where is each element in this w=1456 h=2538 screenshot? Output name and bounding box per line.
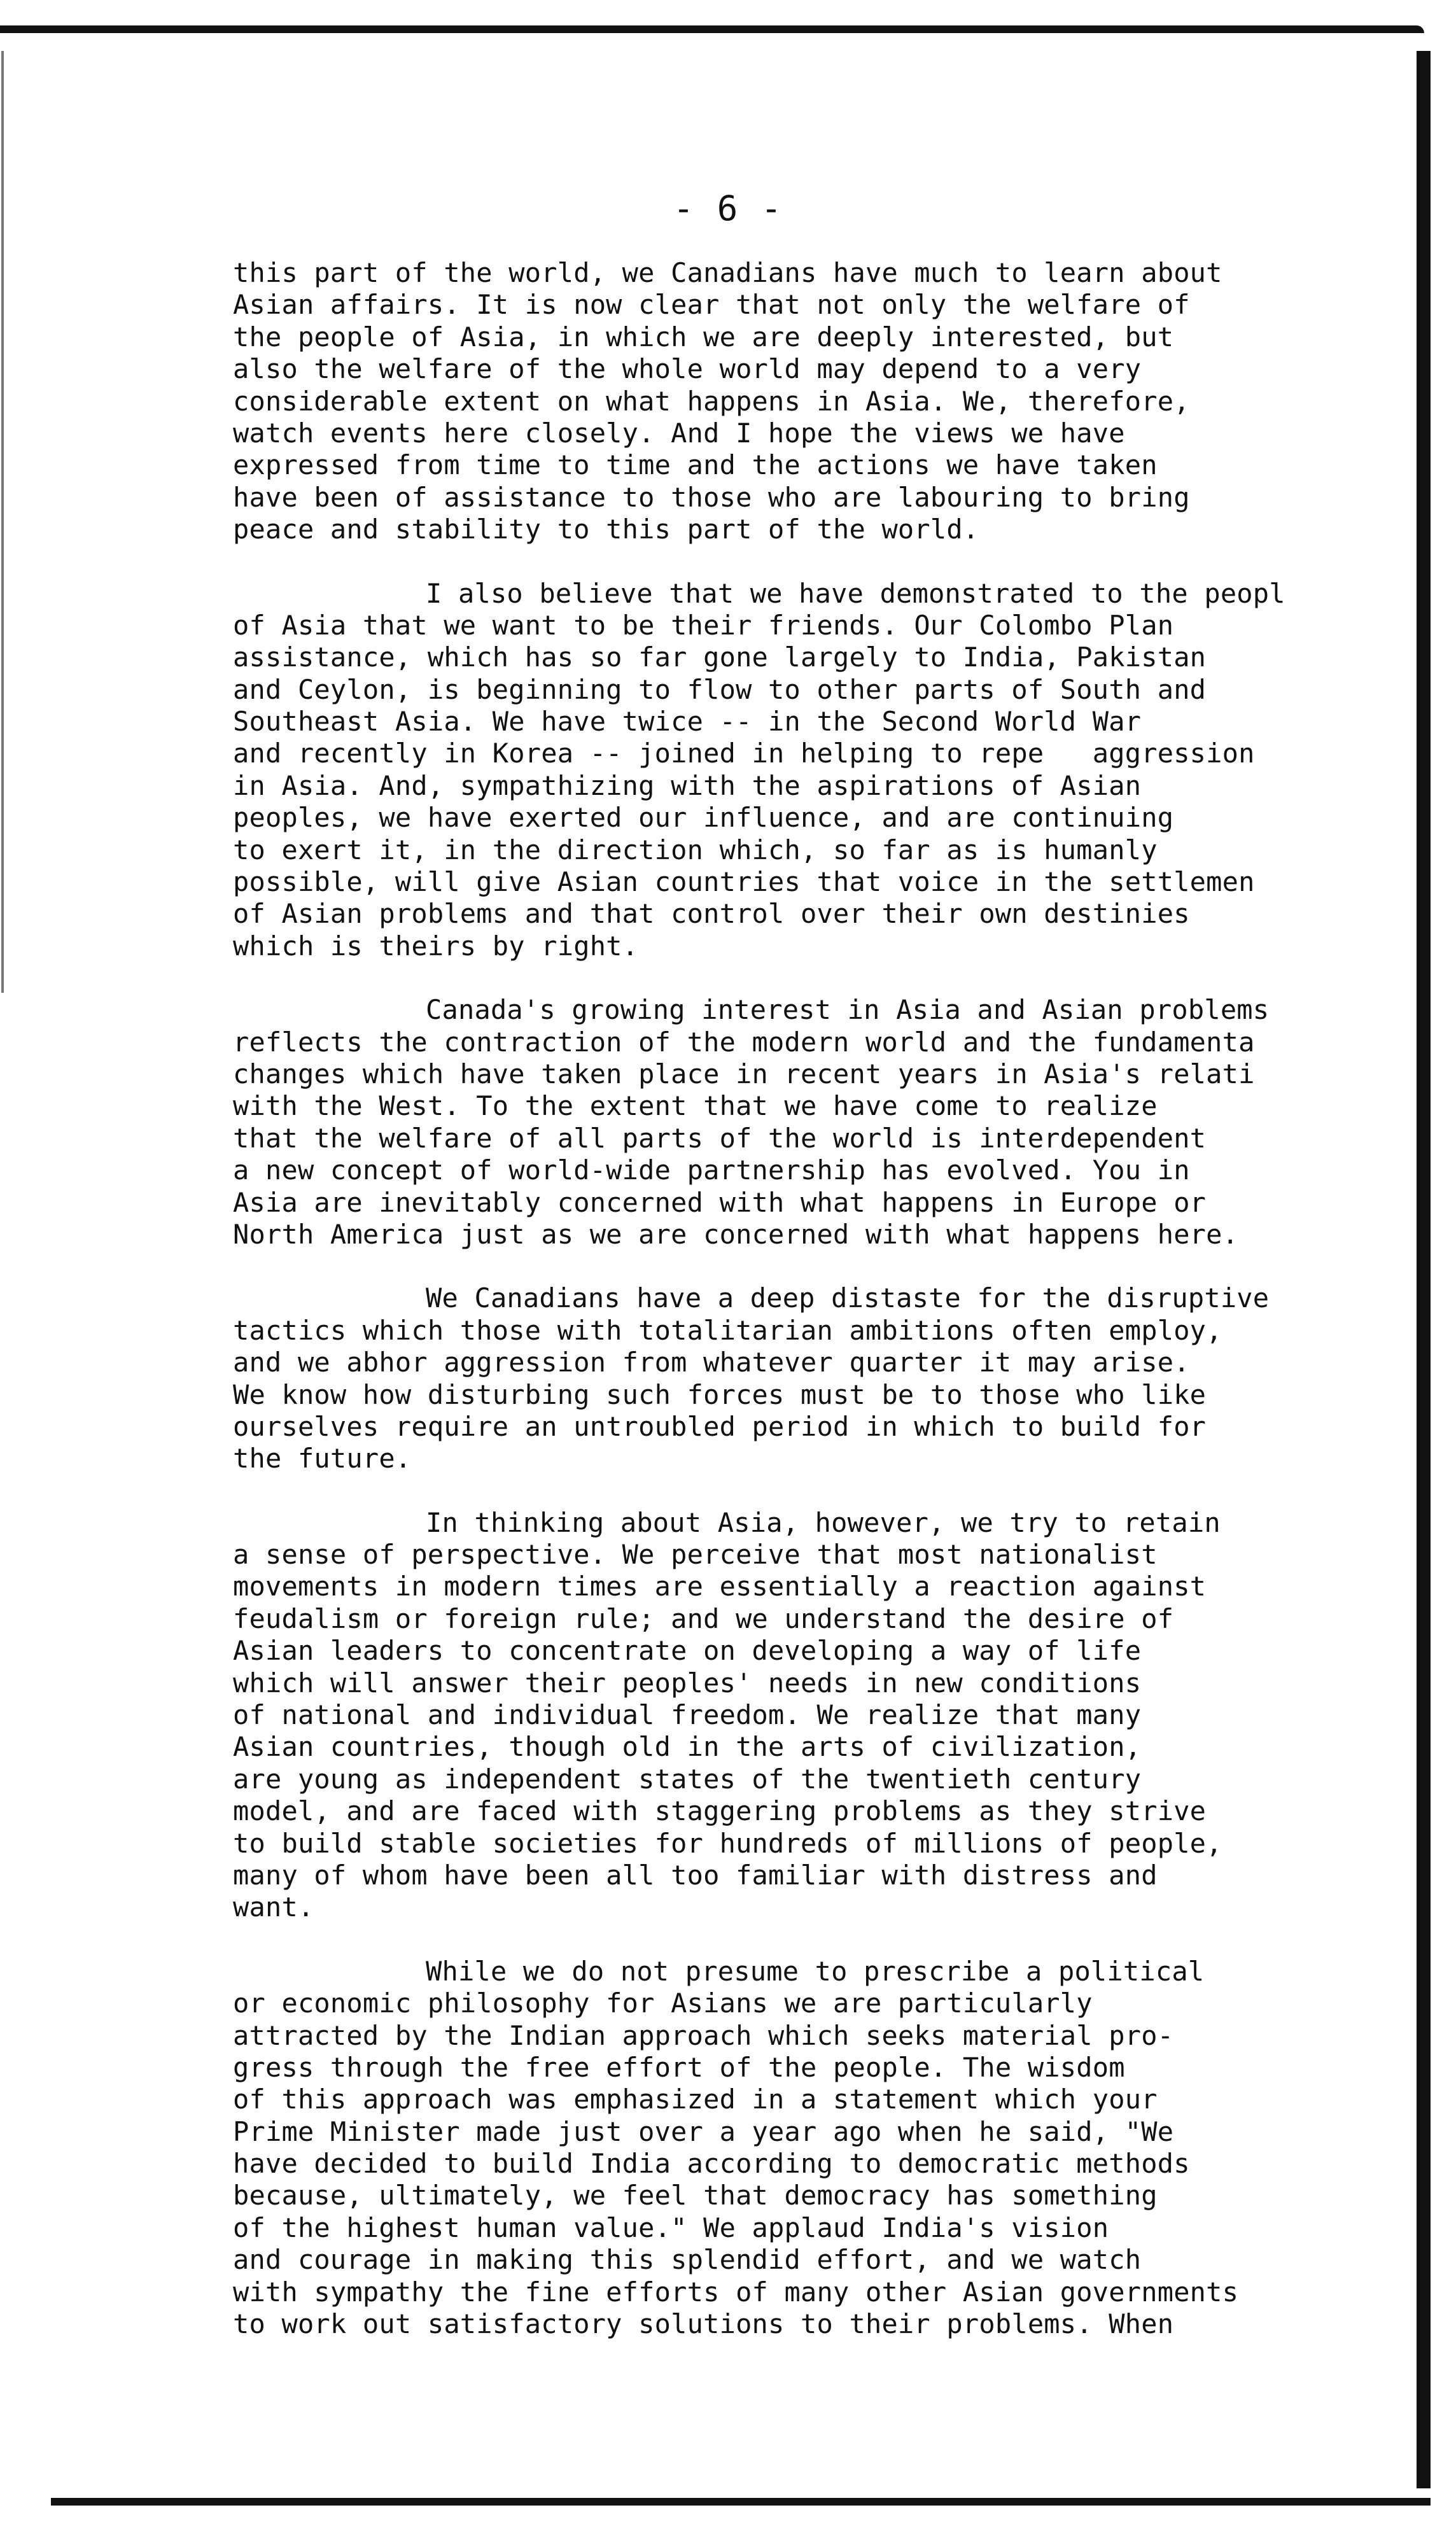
text-line: model, and are faced with staggering problems as they strive bbox=[233, 1795, 1207, 1827]
text-line: Canada's growing interest in Asia and Asian problems bbox=[426, 994, 1270, 1026]
text-line: feudalism or foreign rule; and we understand the desire of bbox=[233, 1602, 1174, 1634]
paragraph-3 bbox=[233, 994, 1417, 1251]
text-line: are young as independent states of the twentieth century bbox=[233, 1763, 1142, 1795]
text-line: of Asian problems and that control over their own destinies bbox=[233, 898, 1190, 930]
text-line: and Ceylon, is beginning to flow to other parts of South and bbox=[233, 673, 1207, 705]
text-line: Prime Minister made just over a year ago when he said, "We bbox=[233, 2115, 1174, 2147]
text-line: attracted by the Indian approach which seeks material pro- bbox=[233, 2019, 1174, 2051]
text-line: have decided to build India according to democratic methods bbox=[233, 2148, 1190, 2180]
text-line: Asian affairs. It is now clear that not only the welfare of bbox=[233, 289, 1190, 321]
text-line: Southeast Asia. We have twice -- in the Second World War bbox=[233, 706, 1142, 738]
text-line: Asia are inevitably concerned with what happens in Europe or bbox=[233, 1186, 1207, 1218]
page-number: - 6 - bbox=[673, 188, 783, 228]
text-line: Asian countries, though old in the arts of civilization, bbox=[233, 1731, 1142, 1763]
page-border-right bbox=[1417, 51, 1431, 2488]
text-line: the future. bbox=[233, 1443, 412, 1475]
text-line: reflects the contraction of the modern world and the fundamenta bbox=[233, 1026, 1255, 1058]
text-line: to work out satisfactory solutions to their problems. When bbox=[233, 2308, 1174, 2340]
text-line: ourselves require an untroubled period in which to build for bbox=[233, 1410, 1207, 1442]
text-line: gress through the free effort of the people. The wisdom bbox=[233, 2051, 1125, 2083]
text-line: While we do not presume to prescribe a political bbox=[426, 1955, 1205, 1987]
text-line: the people of Asia, in which we are deeply interested, but bbox=[233, 321, 1174, 353]
text-line: of national and individual freedom. We realize that many bbox=[233, 1699, 1142, 1731]
text-line: and courage in making this splendid effort, and we watch bbox=[233, 2244, 1142, 2276]
paragraph-6 bbox=[233, 1956, 1417, 2341]
text-line: I also believe that we have demonstrated to the peopl bbox=[426, 577, 1285, 609]
text-line: a new concept of world-wide partnership has evolved. You in bbox=[233, 1154, 1190, 1186]
text-line: also the welfare of the whole world may depend to a very bbox=[233, 353, 1142, 385]
text-line: peace and stability to this part of the world. bbox=[233, 514, 979, 545]
text-line: many of whom have been all too familiar with distress and bbox=[233, 1859, 1158, 1891]
text-line: because, ultimately, we feel that democracy has something bbox=[233, 2180, 1158, 2212]
text-line: In thinking about Asia, however, we try to retain bbox=[426, 1506, 1221, 1538]
paragraph-4 bbox=[233, 1282, 1417, 1475]
text-line: which is theirs by right. bbox=[233, 930, 639, 962]
text-line: this part of the world, we Canadians have much to learn about bbox=[233, 257, 1222, 288]
text-line: a sense of perspective. We perceive that most nationalist bbox=[233, 1539, 1158, 1571]
paragraph-5 bbox=[233, 1507, 1417, 1924]
text-line: We know how disturbing such forces must be to those who like bbox=[233, 1378, 1207, 1410]
text-line: with the West. To the extent that we have come to realize bbox=[233, 1090, 1158, 1122]
text-line: want. bbox=[233, 1891, 314, 1923]
page-border-top bbox=[0, 25, 1424, 33]
text-line: possible, will give Asian countries that voice in the settlemen bbox=[233, 866, 1255, 898]
text-line: that the welfare of all parts of the world is interdependent bbox=[233, 1122, 1207, 1154]
text-line: which will answer their peoples' needs in new conditions bbox=[233, 1667, 1142, 1699]
text-line: and we abhor aggression from whatever quarter it may arise. bbox=[233, 1347, 1190, 1378]
text-line: We Canadians have a deep distaste for the disruptive bbox=[426, 1282, 1270, 1314]
paragraph-1 bbox=[233, 257, 1417, 546]
text-line: assistance, which has so far gone largely to India, Pakistan bbox=[233, 642, 1207, 673]
text-line: Asian leaders to concentrate on developing a way of life bbox=[233, 1635, 1142, 1667]
text-line: or economic philosophy for Asians we are particularly bbox=[233, 1988, 1093, 2019]
text-line: of Asia that we want to be their friends. Our Colombo Plan bbox=[233, 609, 1174, 641]
text-line: of this approach was emphasized in a statement which your bbox=[233, 2084, 1158, 2115]
text-line: to build stable societies for hundreds of millions of people, bbox=[233, 1827, 1222, 1859]
text-line: have been of assistance to those who are labouring to bring bbox=[233, 481, 1190, 513]
text-line: North America just as we are concerned with what happens here. bbox=[233, 1218, 1239, 1250]
text-line: tactics which those with totalitarian ambitions often employ, bbox=[233, 1314, 1222, 1346]
text-line: movements in modern times are essentially a reaction against bbox=[233, 1571, 1207, 1602]
text-line: changes which have taken place in recent years in Asia's relati bbox=[233, 1058, 1255, 1090]
text-line: considerable extent on what happens in Asia. We, therefore, bbox=[233, 385, 1190, 417]
page-border-bottom bbox=[51, 2498, 1431, 2506]
text-line: with sympathy the fine efforts of many other Asian governments bbox=[233, 2276, 1239, 2308]
text-line: expressed from time to time and the actions we have taken bbox=[233, 449, 1158, 481]
document-body bbox=[233, 257, 1417, 2340]
text-line: in Asia. And, sympathizing with the aspirations of Asian bbox=[233, 769, 1142, 801]
text-line: watch events here closely. And I hope the views we have bbox=[233, 417, 1125, 449]
text-line: to exert it, in the direction which, so far as is humanly bbox=[233, 834, 1158, 866]
paragraph-2 bbox=[233, 578, 1417, 963]
text-line: peoples, we have exerted our influence, and are continuing bbox=[233, 802, 1174, 834]
text-line: of the highest human value." We applaud India's vision bbox=[233, 2212, 1109, 2243]
text-line: and recently in Korea -- joined in helping to repe aggression bbox=[233, 738, 1255, 769]
